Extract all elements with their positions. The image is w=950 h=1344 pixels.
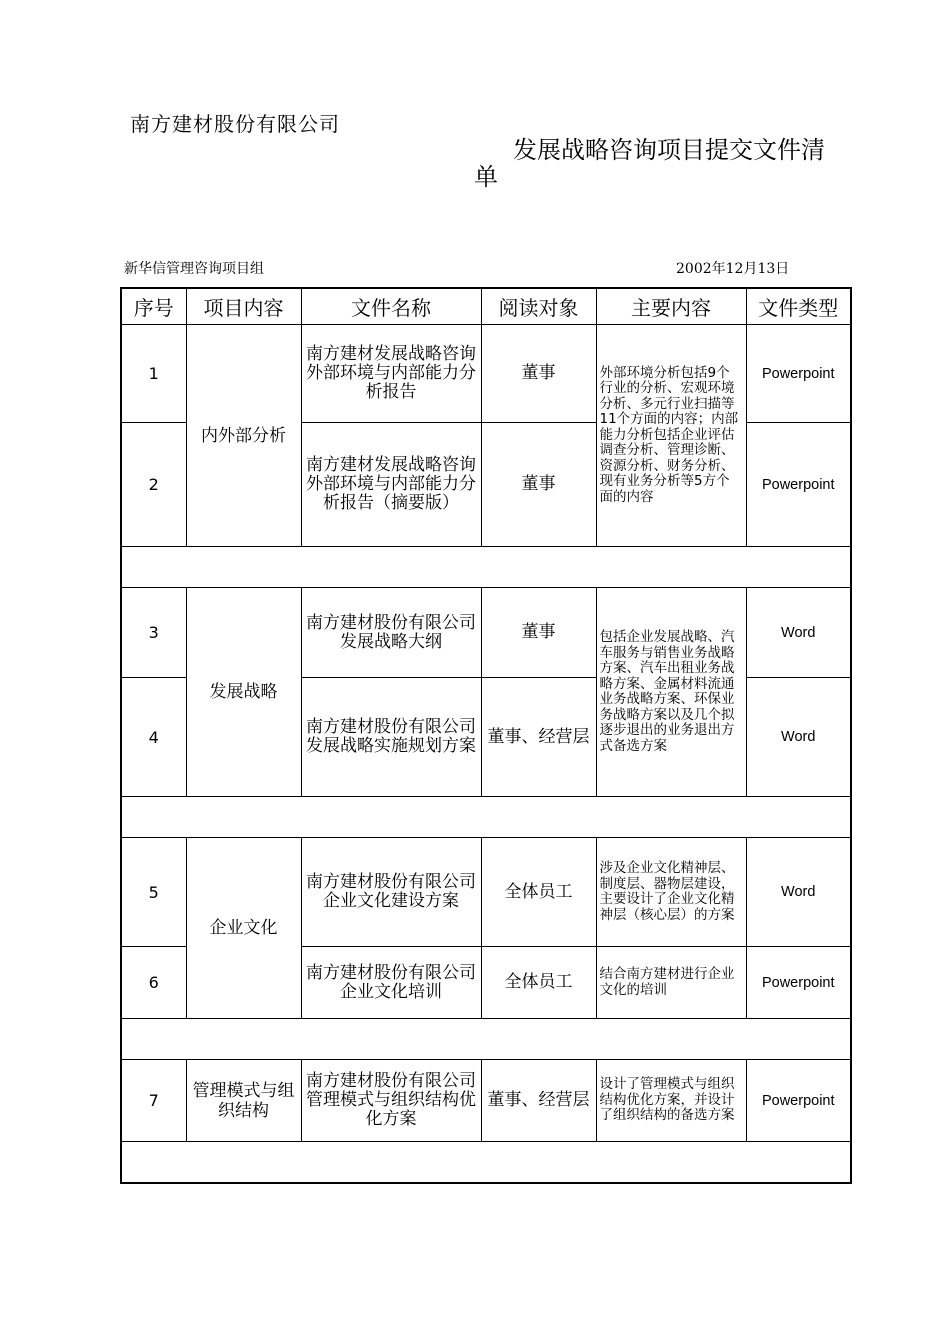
row-number: 7 [121, 1060, 186, 1142]
file-type-cell: Powerpoint [746, 947, 851, 1019]
reader-cell: 董事 [481, 325, 596, 423]
file-name-cell: 南方建材发展战略咨询外部环境与内部能力分析报告 [301, 325, 481, 423]
spacer-row [121, 547, 851, 588]
document-date: 2002年12月13日 [676, 261, 790, 277]
reader-cell: 董事、经营层 [481, 678, 596, 797]
reader-cell: 董事 [481, 423, 596, 547]
main-content-cell: 外部环境分析包括9个行业的分析、宏观环境分析、多元行业扫描等11个方面的内容；内部能力分析包括企业评估调查分析、管理诊断、资源分析、财务分析、现有业务分析等5方个面的内容 [596, 325, 746, 547]
document-title: 发展战略咨询项目提交文件清 [513, 136, 825, 164]
row-number: 2 [121, 423, 186, 547]
table-row [121, 838, 851, 947]
reader-cell: 全体员工 [481, 947, 596, 1019]
file-type-cell: Word [746, 838, 851, 947]
header-file-type: 文件类型 [746, 288, 851, 325]
file-name-cell: 南方建材股份有限公司企业文化培训 [301, 947, 481, 1019]
reader-cell: 董事、经营层 [481, 1060, 596, 1142]
table-row [121, 325, 851, 423]
header-reader: 阅读对象 [481, 288, 596, 325]
header-main-content: 主要内容 [596, 288, 746, 325]
document-title-continued: 单 [474, 163, 498, 191]
main-content-cell: 结合南方建材进行企业文化的培训 [596, 947, 746, 1019]
row-number: 3 [121, 588, 186, 678]
file-type-cell: Powerpoint [746, 325, 851, 423]
file-list-table [120, 287, 852, 1184]
spacer-row [121, 1142, 851, 1183]
table-row [121, 1060, 851, 1142]
reader-cell: 全体员工 [481, 838, 596, 947]
table-header-row [121, 288, 851, 325]
company-name: 南方建材股份有限公司 [130, 112, 340, 136]
file-type-cell: Word [746, 678, 851, 797]
file-name-cell: 南方建材股份有限公司管理模式与组织结构优化方案 [301, 1060, 481, 1142]
file-name-cell: 南方建材股份有限公司企业文化建设方案 [301, 838, 481, 947]
file-name-cell: 南方建材发展战略咨询外部环境与内部能力分析报告（摘要版） [301, 423, 481, 547]
file-type-cell: Powerpoint [746, 423, 851, 547]
main-content-cell: 涉及企业文化精神层、制度层、器物层建设，主要设计了企业文化精神层（核心层）的方案 [596, 838, 746, 947]
project-cell: 内外部分析 [186, 325, 301, 547]
row-number: 5 [121, 838, 186, 947]
main-content-cell: 设计了管理模式与组织结构优化方案，并设计了组织结构的备选方案 [596, 1060, 746, 1142]
header-project: 项目内容 [186, 288, 301, 325]
file-name-cell: 南方建材股份有限公司发展战略实施规划方案 [301, 678, 481, 797]
row-number: 6 [121, 947, 186, 1019]
header-file-name: 文件名称 [301, 288, 481, 325]
header-no: 序号 [121, 288, 186, 325]
project-cell: 发展战略 [186, 588, 301, 797]
file-name-cell: 南方建材股份有限公司发展战略大纲 [301, 588, 481, 678]
project-cell: 企业文化 [186, 838, 301, 1019]
reader-cell: 董事 [481, 588, 596, 678]
spacer-row [121, 797, 851, 838]
spacer-row [121, 1019, 851, 1060]
project-cell: 管理模式与组织结构 [186, 1060, 301, 1142]
row-number: 4 [121, 678, 186, 797]
table-row [121, 588, 851, 678]
file-type-cell: Word [746, 588, 851, 678]
organization-label: 新华信管理咨询项目组 [124, 261, 264, 277]
file-type-cell: Powerpoint [746, 1060, 851, 1142]
row-number: 1 [121, 325, 186, 423]
main-content-cell: 包括企业发展战略、汽车服务与销售业务战略方案、汽车出租业务战略方案、金属材料流通业务战略方案、环保业务战略方案以及几个拟逐步退出的业务退出方式备选方案 [596, 588, 746, 797]
